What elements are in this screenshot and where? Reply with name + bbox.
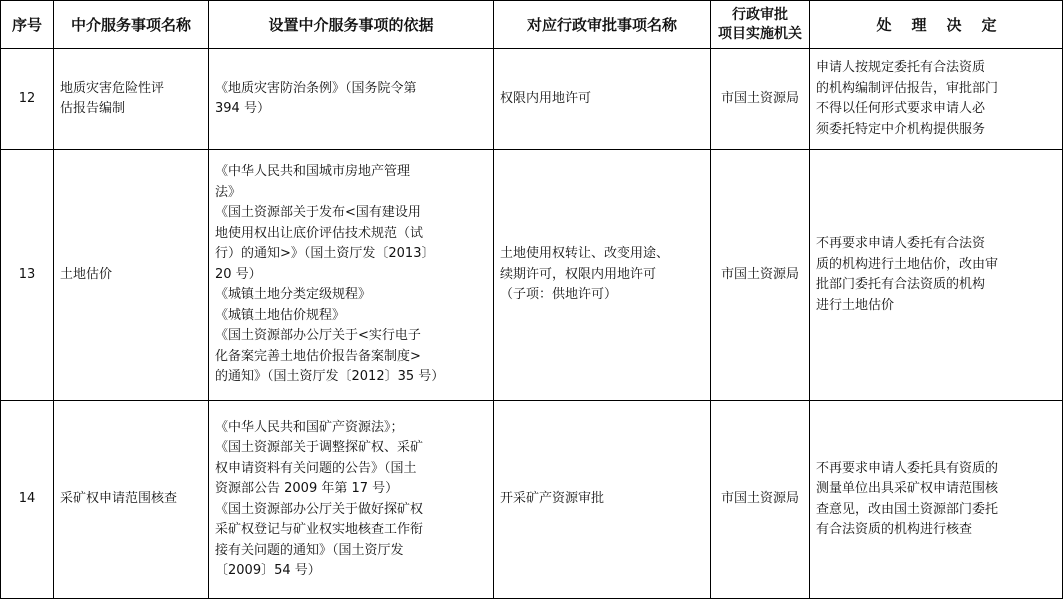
decision-line: 批部门委托有合法资质的机构: [816, 277, 986, 292]
header-org-line-1: 行政审批: [732, 6, 788, 23]
item-name-line: 地质灾害危险性评: [60, 80, 165, 96]
header-decision: 处理决定: [810, 1, 1063, 49]
item-name-cell: [54, 49, 209, 150]
basis-line: 《国土资源部办公厅关于<实行电子: [215, 328, 421, 344]
basis-line: 接有关问题的通知》（国土资厅发: [215, 542, 404, 558]
approval-item-cell: [494, 49, 711, 150]
basis-line: 《国土资源部关于发布<国有建设用: [215, 205, 421, 221]
approval-line: 权限内用地许可: [500, 90, 592, 106]
table-row: [1, 49, 1063, 150]
header-item-name: 中介服务事项名称: [54, 1, 209, 49]
approval-item-cell: [494, 150, 711, 401]
basis-line: 地使用权出让底价评估技术规范（试: [215, 225, 424, 241]
basis-line: 《城镇土地分类定级规程》: [215, 287, 372, 303]
decision-line: 进行土地估价: [816, 297, 895, 313]
decision-line: 有合法资质的机构进行核查: [816, 522, 973, 537]
basis-line: 采矿权登记与矿业权实地核查工作衔: [215, 522, 424, 537]
basis-line: 394 号）: [215, 101, 270, 116]
row-number: 14: [1, 401, 54, 599]
decision-line: 查意见，改由国土资源部门委托: [816, 501, 999, 517]
header-approval-item: 对应行政审批事项名称: [494, 1, 711, 49]
basis-line: 《中华人民共和国城市房地产管理: [215, 164, 411, 180]
basis-line: 化备案完善土地估价报告备案制度>: [215, 348, 421, 364]
item-name-line: 采矿权申请范围核查: [60, 491, 178, 507]
basis-cell: [209, 150, 494, 401]
header-no: 序号: [1, 1, 54, 49]
basis-line: 行）的通知>》（国土资厅发〔2013〕: [215, 246, 435, 262]
basis-line: 的通知》（国土资厅发〔2012〕35 号）: [215, 369, 445, 385]
approval-item-cell: [494, 401, 711, 599]
decision-line: 不得以任何形式要求申请人必: [816, 101, 986, 116]
decision-line: 的机构编制评估报告，审批部门: [816, 80, 999, 96]
decision-cell: [810, 49, 1063, 150]
row-number: 12: [1, 49, 54, 150]
basis-line: 20 号）: [215, 266, 262, 282]
item-name-cell: [54, 150, 209, 401]
decision-line: 须委托特定中介机构提供服务: [816, 121, 986, 137]
decision-line: 不再要求申请人委托具有资质的: [816, 460, 999, 476]
basis-line: 〔2009〕54 号）: [215, 563, 321, 578]
decision-line: 不再要求申请人委托有合法资: [816, 236, 986, 251]
item-name-line: 估报告编制: [60, 101, 126, 116]
implementing-org-cell: 市国土资源局: [711, 401, 810, 599]
table-body: [1, 49, 1063, 599]
implementing-org-cell: 市国土资源局: [711, 49, 810, 150]
basis-line: 权申请资料有关问题的公告》（国土: [215, 460, 417, 476]
basis-line: 资源部公告 2009 年第 17 号）: [215, 481, 399, 496]
basis-line: 法》: [215, 184, 242, 200]
basis-line: 《国土资源部关于调整探矿权、采矿: [215, 440, 424, 455]
basis-cell: [209, 401, 494, 599]
item-name-line: 土地估价: [60, 266, 113, 282]
decision-line: 测量单位出具采矿权申请范围核: [816, 481, 999, 496]
decision-cell: [810, 401, 1063, 599]
table-row: [1, 150, 1063, 401]
decision-line: 申请人按规定委托有合法资质: [816, 60, 986, 75]
decision-line: 质的机构进行土地估价，改由审: [816, 256, 999, 272]
basis-line: 《国土资源部办公厅关于做好探矿权: [215, 501, 424, 517]
approval-line: （子项：供地许可）: [500, 287, 618, 303]
implementing-org-cell: 市国土资源局: [711, 150, 810, 401]
header-row: [1, 1, 1063, 49]
table-header: [1, 1, 1063, 49]
decision-cell: [810, 150, 1063, 401]
item-name-cell: [54, 401, 209, 599]
basis-line: 《地质灾害防治条例》（国务院令第: [215, 80, 417, 96]
basis-line: 《中华人民共和国矿产资源法》；: [215, 419, 404, 435]
approval-line: 土地使用权转让、改变用途、: [500, 246, 670, 262]
approval-line: 续期许可，权限内用地许可: [500, 266, 657, 282]
header-basis: 设置中介服务事项的依据: [209, 1, 494, 49]
header-implementing-org: [711, 1, 810, 49]
approval-line: 开采矿产资源审批: [500, 491, 605, 507]
table-row: [1, 401, 1063, 599]
basis-cell: [209, 49, 494, 150]
basis-line: 《城镇土地估价规程》: [215, 307, 346, 323]
header-org-line-2: 项目实施机关: [718, 25, 802, 42]
row-number: 13: [1, 150, 54, 401]
